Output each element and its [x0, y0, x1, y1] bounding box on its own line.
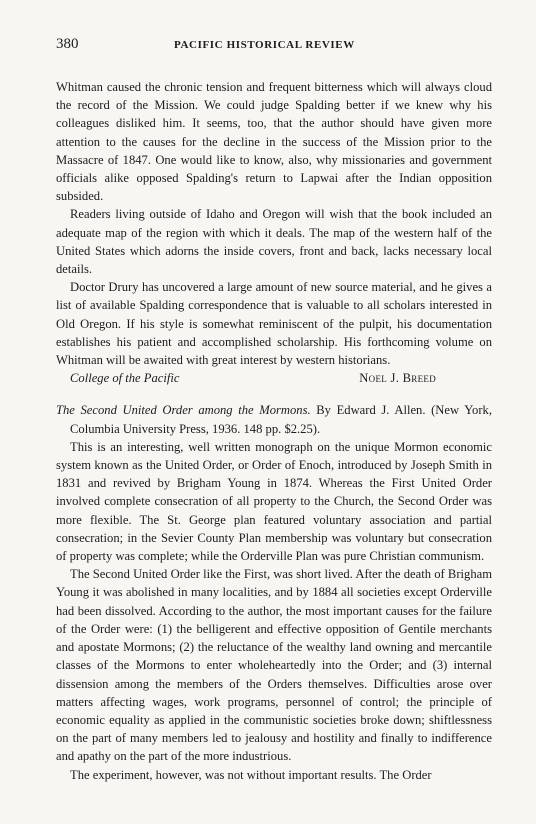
paragraph: Readers living outside of Idaho and Oregon will wish that the book included an adequate map of the region with which it deals. The map of the western half of the United States which adorns the inside covers, front and back, lacks necessary local details.	[56, 207, 492, 277]
reviewer-name: Noel J. Breed	[359, 371, 436, 386]
reviewer-affiliation: College of the Pacific	[70, 371, 180, 386]
page-number: 380	[56, 36, 79, 52]
running-header	[56, 36, 492, 64]
paragraph: Doctor Drury has uncovered a large amount of new source material, and he gives a list of available Spalding correspondence that is valuable to all scholars interested in Old Oregon. If his style is somewhat reminiscent of the pulpit, his documentation establishes his patient and accomplished scholarship. His forthcoming volume on Whitman will be awaited with great interest by western historians.	[56, 280, 492, 368]
review-heading	[56, 401, 492, 437]
book-title: The Second United Order among the Mormons.	[56, 403, 311, 418]
paragraph: The Second United Order like the First, was short lived. After the death of Brigham Young it was abolished in many localities, and by 1884 all societies except Orderville had been dissolved. According to the author, the most important causes for the failure of the Order were: (1) the belligerent and effective opposition of Gentile merchants and apostate Mormons; (2) the reluctance of the wealthy land owning and mercantile classes of the Mormons to enter wholeheartedly into the Order; and (3) internal dissension among the members of the Orders themselves. Difficulties arose over matters affecting wages, work programs, personnel of control; the principle of economic equality as applied in the communistic societies broke down; shiftlessness on the part of many members led to jealousy and hostility and finally to indifference and apathy on the part of the more industrious.	[56, 567, 492, 764]
review-signature	[56, 369, 492, 387]
book-citation: By Edward J. Allen. (New York, Columbia University Press, 1936. 148 pp. $2.25).	[70, 403, 492, 436]
paragraph: Whitman caused the chronic tension and frequent bitterness which will always cloud the record of the Mission. We could judge Spalding better if we knew why his colleagues disliked him. It seems, too, that the author should have given more attention to the causes for the decline in the success of the Mission prior to the Massacre of 1847. One would like to know, also, why missionaries and government officials alike opposed Spalding's return to Lapwai after the Indian opposition subsided.	[56, 80, 492, 204]
paragraph: This is an interesting, well written monograph on the unique Mormon economic system known as the United Order, or Order of Enoch, introduced by Joseph Smith in 1831 and revived by Brigham Young in 1874. Whereas the First United Order involved complete consecration of all property to the Church, the Second Order was more flexible. The St. George plan featured voluntary association and partial consecration; in the Sevier County Plan membership was voluntary but consecration of property was complete; while the Orderville Plan was pure Christian communism.	[56, 439, 492, 564]
paragraph: The experiment, however, was not without important results. The Order	[70, 767, 432, 782]
body-text	[56, 78, 492, 784]
journal-title: PACIFIC HISTORICAL REVIEW	[174, 39, 355, 51]
